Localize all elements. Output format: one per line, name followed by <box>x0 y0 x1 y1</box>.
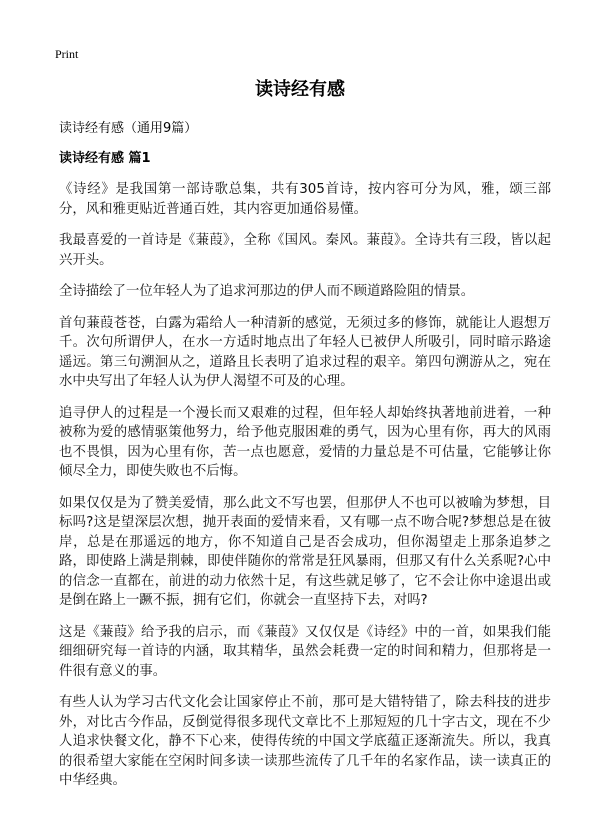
paragraph: 《诗经》是我国第一部诗歌总集，共有305首诗，按内容可分为风，雅，颂三部分，风和雅更贴近普通百姓，其内容更加通俗易懂。 <box>59 182 551 217</box>
paragraph: 我最喜爱的一首诗是《蒹葭》，全称《国风。秦风。蒹葭》。全诗共有三段，皆以起兴开头。 <box>59 233 551 268</box>
document-title: 读诗经有感 <box>255 79 345 100</box>
paragraph: 首句蒹葭苍苍，白露为霜给人一种清新的感觉，无须过多的修饰，就能让人遐想万千。次句所谓伊人，在水一方适时地点出了年轻人已被伊人所吸引，同时暗示路途遥远。第三句溯洄从之，道路且长表明了追求过程的艰辛。第四句溯游从之，宛在水中央写出了年轻人认为伊人渴望不可及的心理。 <box>59 315 551 389</box>
article-body <box>59 180 551 803</box>
paragraph: 有些人认为学习古代文化会让国家停止不前，那可是大错特错了，除去科技的进步外，对比古今作品，反倒觉得很多现代文章比不上那短短的几十字古文，现在不少人追求快餐文化，静不下心来，使得传统的中国文学底蕴正逐渐流失。所以，我真的很希望大家能在空闲时间多读一读那些流传了几千年的名家作品，读一读真正的中华经典。 <box>59 695 551 788</box>
section-heading: 读诗经有感 篇1 <box>59 151 151 166</box>
paragraph: 这是《蒹葭》给予我的启示，而《蒹葭》又仅仅是《诗经》中的一首，如果我们能细细研究每一首诗的内涵，取其精华，虽然会耗费一定的时间和精力，但那将是一件很有意义的事。 <box>59 624 551 679</box>
document-subtitle: 读诗经有感（通用9篇） <box>59 121 198 136</box>
paragraph: 如果仅仅是为了赞美爱情，那么此文不写也罢，但那伊人不也可以被喻为梦想，目标吗?这是望深层次想，抛开表面的爱情来看，又有哪一点不吻合呢?梦想总是在彼岸，总是在那遥远的地方，你不知道自己是否会成功，但你渴望走上那条追梦之路，即使路上满是荆棘，即使伴随你的常常是狂风暴雨，但那又有什么关系呢?心中的信念一直都在，前进的动力依然十足，有这些就足够了，它不会让你中途退出或是倒在路上一蹶不振，拥有它们，你就会一直坚持下去，对吗? <box>59 495 551 608</box>
print-label: Print <box>55 47 79 61</box>
paragraph: 追寻伊人的过程是一个漫长而又艰难的过程，但年轻人却始终执著地前进着，一种被称为爱的感情驱策他努力，给予他克服困难的勇气，因为心里有你，再大的风雨也不畏惧，因为心里有你，苦一点也愿意，爱情的力量总是不可估量，它能够让你倾尽全力，即使失败也不后悔。 <box>59 405 551 479</box>
paragraph: 全诗描绘了一位年轻人为了追求河那边的伊人而不顾道路险阻的情景。 <box>59 284 475 299</box>
